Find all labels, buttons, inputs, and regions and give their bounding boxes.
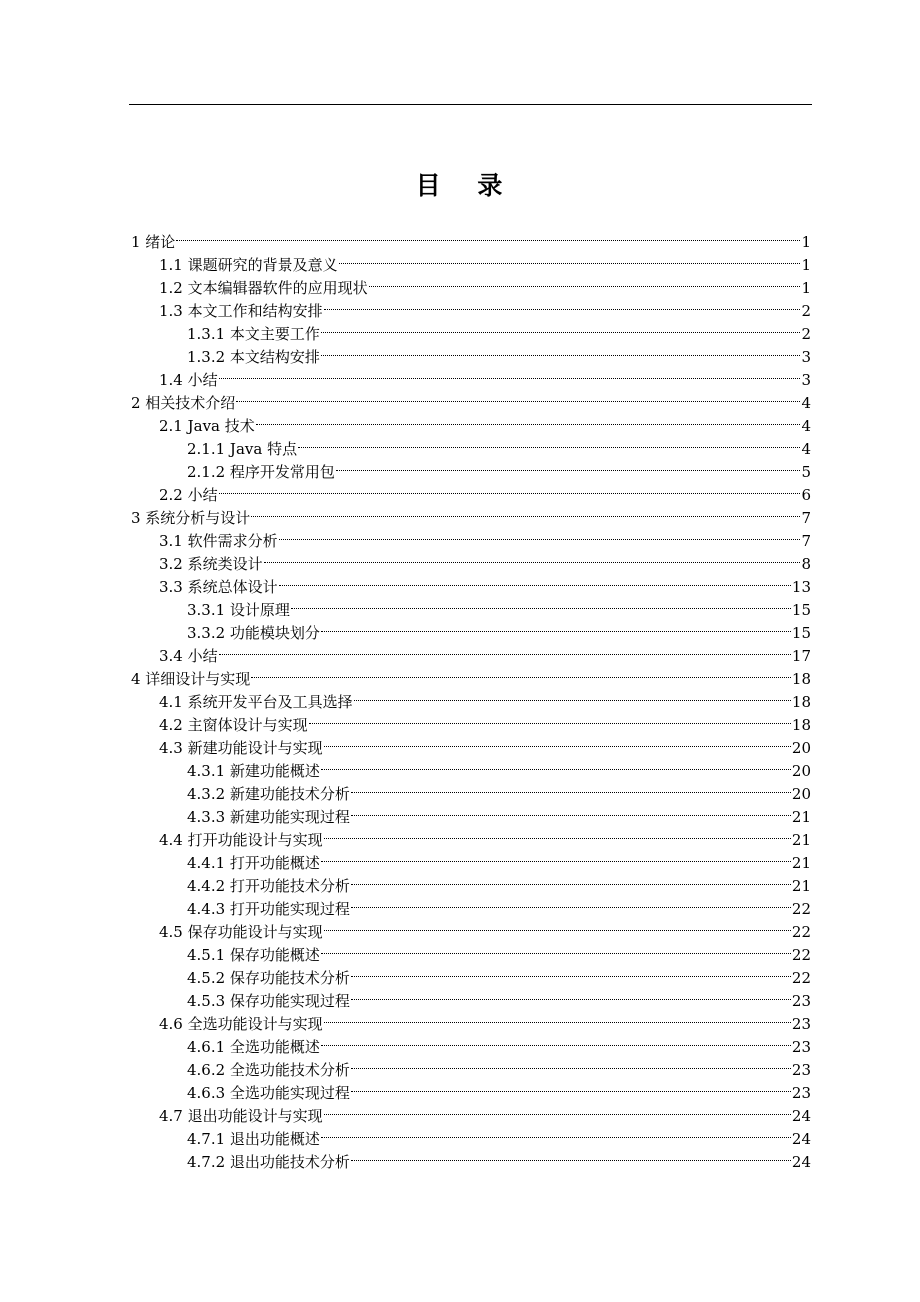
toc-entry-title: 4.5 保存功能设计与实现 (159, 923, 323, 941)
toc-entry[interactable] (131, 339, 811, 366)
toc-dot-leader (324, 914, 791, 937)
toc-entry-title: 3.1 软件需求分析 (159, 532, 278, 550)
toc-entry[interactable] (131, 615, 811, 642)
toc-dot-leader (369, 270, 801, 293)
toc-dot-leader (351, 776, 791, 799)
toc-entry-title: 4.5.3 保存功能实现过程 (187, 992, 350, 1010)
toc-dot-leader (236, 385, 800, 408)
toc-dot-leader (321, 845, 791, 868)
toc-entry-title: 1.2 文本编辑器软件的应用现状 (159, 279, 368, 297)
toc-entry-title: 3.2 系统类设计 (159, 555, 263, 573)
toc-entry[interactable] (131, 592, 811, 619)
toc-entry[interactable] (131, 1006, 811, 1033)
toc-page-number: 24 (791, 1130, 811, 1148)
toc-entry-title: 4 详细设计与实现 (131, 670, 251, 688)
toc-entry-title: 4.7 退出功能设计与实现 (159, 1107, 323, 1125)
table-of-contents (131, 224, 811, 1171)
toc-page-number: 15 (791, 624, 811, 642)
toc-page-number: 21 (791, 854, 811, 872)
toc-entry-title: 1.3.2 本文结构安排 (187, 348, 320, 366)
toc-page-number: 1 (801, 279, 811, 297)
header-rule (129, 104, 812, 105)
toc-page-number: 23 (791, 1015, 811, 1033)
toc-page-number: 24 (791, 1107, 811, 1125)
toc-entry-title: 4.1 系统开发平台及工具选择 (159, 693, 353, 711)
toc-entry-title: 1.1 课题研究的背景及意义 (159, 256, 338, 274)
toc-entry-title: 4.4.3 打开功能实现过程 (187, 900, 350, 918)
toc-entry-title: 4.5.2 保存功能技术分析 (187, 969, 350, 987)
toc-page-number: 22 (791, 946, 811, 964)
toc-entry[interactable] (131, 937, 811, 964)
toc-page-number: 3 (801, 348, 811, 366)
toc-dot-leader (324, 1098, 791, 1121)
toc-dot-leader (264, 546, 801, 569)
toc-dot-leader (339, 247, 801, 270)
toc-dot-leader (321, 753, 791, 776)
toc-page-number: 1 (801, 233, 811, 251)
toc-entry[interactable] (131, 1075, 811, 1102)
toc-entry-title: 2 相关技术介绍 (131, 394, 236, 412)
toc-entry[interactable] (131, 385, 811, 412)
toc-page-number: 20 (791, 785, 811, 803)
toc-entry[interactable] (131, 523, 811, 550)
toc-entry[interactable] (131, 1029, 811, 1056)
toc-dot-leader (351, 1052, 791, 1075)
toc-page-number: 21 (791, 877, 811, 895)
toc-page-number: 4 (801, 417, 811, 435)
toc-entry-title: 4.3.1 新建功能概述 (187, 762, 320, 780)
toc-page-number: 5 (801, 463, 811, 481)
toc-entry-title: 4.2 主窗体设计与实现 (159, 716, 308, 734)
toc-page-number: 6 (801, 486, 811, 504)
toc-entry[interactable] (131, 753, 811, 780)
toc-entry[interactable] (131, 914, 811, 941)
toc-dot-leader (351, 960, 791, 983)
toc-page-number: 3 (801, 371, 811, 389)
toc-dot-leader (298, 431, 800, 454)
toc-page-number: 22 (791, 900, 811, 918)
toc-dot-leader (219, 477, 801, 500)
toc-entry-title: 4.3.2 新建功能技术分析 (187, 785, 350, 803)
toc-dot-leader (279, 523, 801, 546)
toc-entry[interactable] (131, 983, 811, 1010)
page-title: 目 录 (415, 171, 517, 200)
toc-page-number: 18 (791, 693, 811, 711)
toc-page-number: 23 (791, 992, 811, 1010)
toc-dot-leader (351, 868, 791, 891)
toc-entry-title: 4.4 打开功能设计与实现 (159, 831, 323, 849)
toc-entry-title: 2.1.2 程序开发常用包 (187, 463, 335, 481)
toc-entry-title: 4.6.1 全选功能概述 (187, 1038, 320, 1056)
toc-dot-leader (321, 339, 801, 362)
toc-entry[interactable] (131, 1052, 811, 1079)
toc-page-number: 18 (791, 716, 811, 734)
toc-entry[interactable] (131, 891, 811, 918)
toc-page-number: 4 (801, 394, 811, 412)
toc-entry[interactable] (131, 707, 811, 734)
toc-page-number: 1 (801, 256, 811, 274)
toc-page-number: 21 (791, 831, 811, 849)
toc-dot-leader (336, 454, 801, 477)
toc-page-number: 15 (791, 601, 811, 619)
toc-dot-leader (351, 983, 791, 1006)
toc-page-number: 7 (801, 532, 811, 550)
toc-entry-title: 1.3 本文工作和结构安排 (159, 302, 323, 320)
toc-entry[interactable] (131, 799, 811, 826)
toc-entry-title: 4.7.1 退出功能概述 (187, 1130, 320, 1148)
toc-page-number: 13 (791, 578, 811, 596)
toc-entry[interactable] (131, 661, 811, 688)
toc-entry-title: 4.5.1 保存功能概述 (187, 946, 320, 964)
toc-entry-title: 1.3.1 本文主要工作 (187, 325, 320, 343)
toc-entry-title: 4.4.1 打开功能概述 (187, 854, 320, 872)
toc-entry[interactable] (131, 1121, 811, 1148)
toc-entry[interactable] (131, 960, 811, 987)
toc-entry[interactable] (131, 247, 811, 274)
toc-page-number: 20 (791, 739, 811, 757)
toc-entry[interactable] (131, 638, 811, 665)
toc-entry-title: 2.1.1 Java 特点 (187, 440, 298, 458)
toc-entry-title: 4.6.2 全选功能技术分析 (187, 1061, 350, 1079)
toc-dot-leader (324, 1006, 791, 1029)
toc-entry[interactable] (131, 684, 811, 711)
toc-dot-leader (321, 1121, 791, 1144)
toc-entry[interactable] (131, 822, 811, 849)
toc-entry-title: 4.7.2 退出功能技术分析 (187, 1153, 350, 1171)
toc-page-number: 7 (801, 509, 811, 527)
toc-dot-leader (351, 1075, 791, 1098)
toc-entry[interactable] (131, 546, 811, 573)
toc-dot-leader (321, 615, 791, 638)
toc-dot-leader (354, 684, 791, 707)
toc-page-number: 8 (801, 555, 811, 573)
toc-entry[interactable] (131, 316, 811, 343)
toc-page-number: 24 (791, 1153, 811, 1171)
toc-entry-title: 3.4 小结 (159, 647, 218, 665)
toc-dot-leader (309, 707, 791, 730)
toc-entry-title: 3 系统分析与设计 (131, 509, 251, 527)
toc-entry[interactable] (131, 569, 811, 596)
toc-page-number: 23 (791, 1038, 811, 1056)
toc-page-number: 2 (801, 302, 811, 320)
toc-dot-leader (321, 937, 791, 960)
toc-dot-leader (251, 500, 800, 523)
toc-dot-leader (321, 316, 801, 339)
toc-entry[interactable] (131, 293, 811, 320)
toc-dot-leader (351, 1144, 791, 1167)
toc-page-number: 23 (791, 1084, 811, 1102)
toc-entry[interactable] (131, 270, 811, 297)
toc-entry[interactable] (131, 408, 811, 435)
toc-dot-leader (291, 592, 791, 615)
toc-dot-leader (219, 638, 791, 661)
toc-entry-title: 1.4 小结 (159, 371, 218, 389)
toc-entry[interactable] (131, 730, 811, 757)
toc-entry-title: 3.3.2 功能模块划分 (187, 624, 320, 642)
toc-entry[interactable] (131, 1098, 811, 1125)
toc-dot-leader (219, 362, 801, 385)
toc-entry-title: 4.3.3 新建功能实现过程 (187, 808, 350, 826)
toc-entry-title: 4.6.3 全选功能实现过程 (187, 1084, 350, 1102)
toc-entry-title: 3.3.1 设计原理 (187, 601, 290, 619)
toc-dot-leader (324, 730, 791, 753)
toc-page-number: 20 (791, 762, 811, 780)
toc-entry[interactable] (131, 1144, 811, 1171)
toc-entry[interactable] (131, 477, 811, 504)
toc-entry[interactable] (131, 362, 811, 389)
toc-dot-leader (321, 1029, 791, 1052)
toc-entry[interactable] (131, 454, 811, 481)
toc-entry-title: 2.2 小结 (159, 486, 218, 504)
toc-entry-title: 2.1 Java 技术 (159, 417, 255, 435)
toc-entry-title: 3.3 系统总体设计 (159, 578, 278, 596)
toc-dot-leader (351, 799, 791, 822)
toc-entry-title: 4.4.2 打开功能技术分析 (187, 877, 350, 895)
toc-entry-title: 4.6 全选功能设计与实现 (159, 1015, 323, 1033)
toc-dot-leader (279, 569, 791, 592)
toc-dot-leader (324, 293, 801, 316)
toc-entry-title: 4.3 新建功能设计与实现 (159, 739, 323, 757)
toc-page-number: 22 (791, 923, 811, 941)
toc-page-number: 22 (791, 969, 811, 987)
toc-entry[interactable] (131, 224, 811, 251)
toc-entry-title: 1 绪论 (131, 233, 176, 251)
toc-entry[interactable] (131, 776, 811, 803)
toc-entry[interactable] (131, 431, 811, 458)
toc-dot-leader (251, 661, 791, 684)
toc-entry[interactable] (131, 868, 811, 895)
toc-dot-leader (256, 408, 801, 431)
toc-page-number: 4 (801, 440, 811, 458)
toc-page-number: 2 (801, 325, 811, 343)
toc-page-number: 21 (791, 808, 811, 826)
toc-page-number: 18 (791, 670, 811, 688)
toc-dot-leader (324, 822, 791, 845)
toc-entry[interactable] (131, 845, 811, 872)
toc-dot-leader (351, 891, 791, 914)
toc-dot-leader (176, 224, 800, 247)
toc-page-number: 17 (791, 647, 811, 665)
toc-page-number: 23 (791, 1061, 811, 1079)
toc-entry[interactable] (131, 500, 811, 527)
